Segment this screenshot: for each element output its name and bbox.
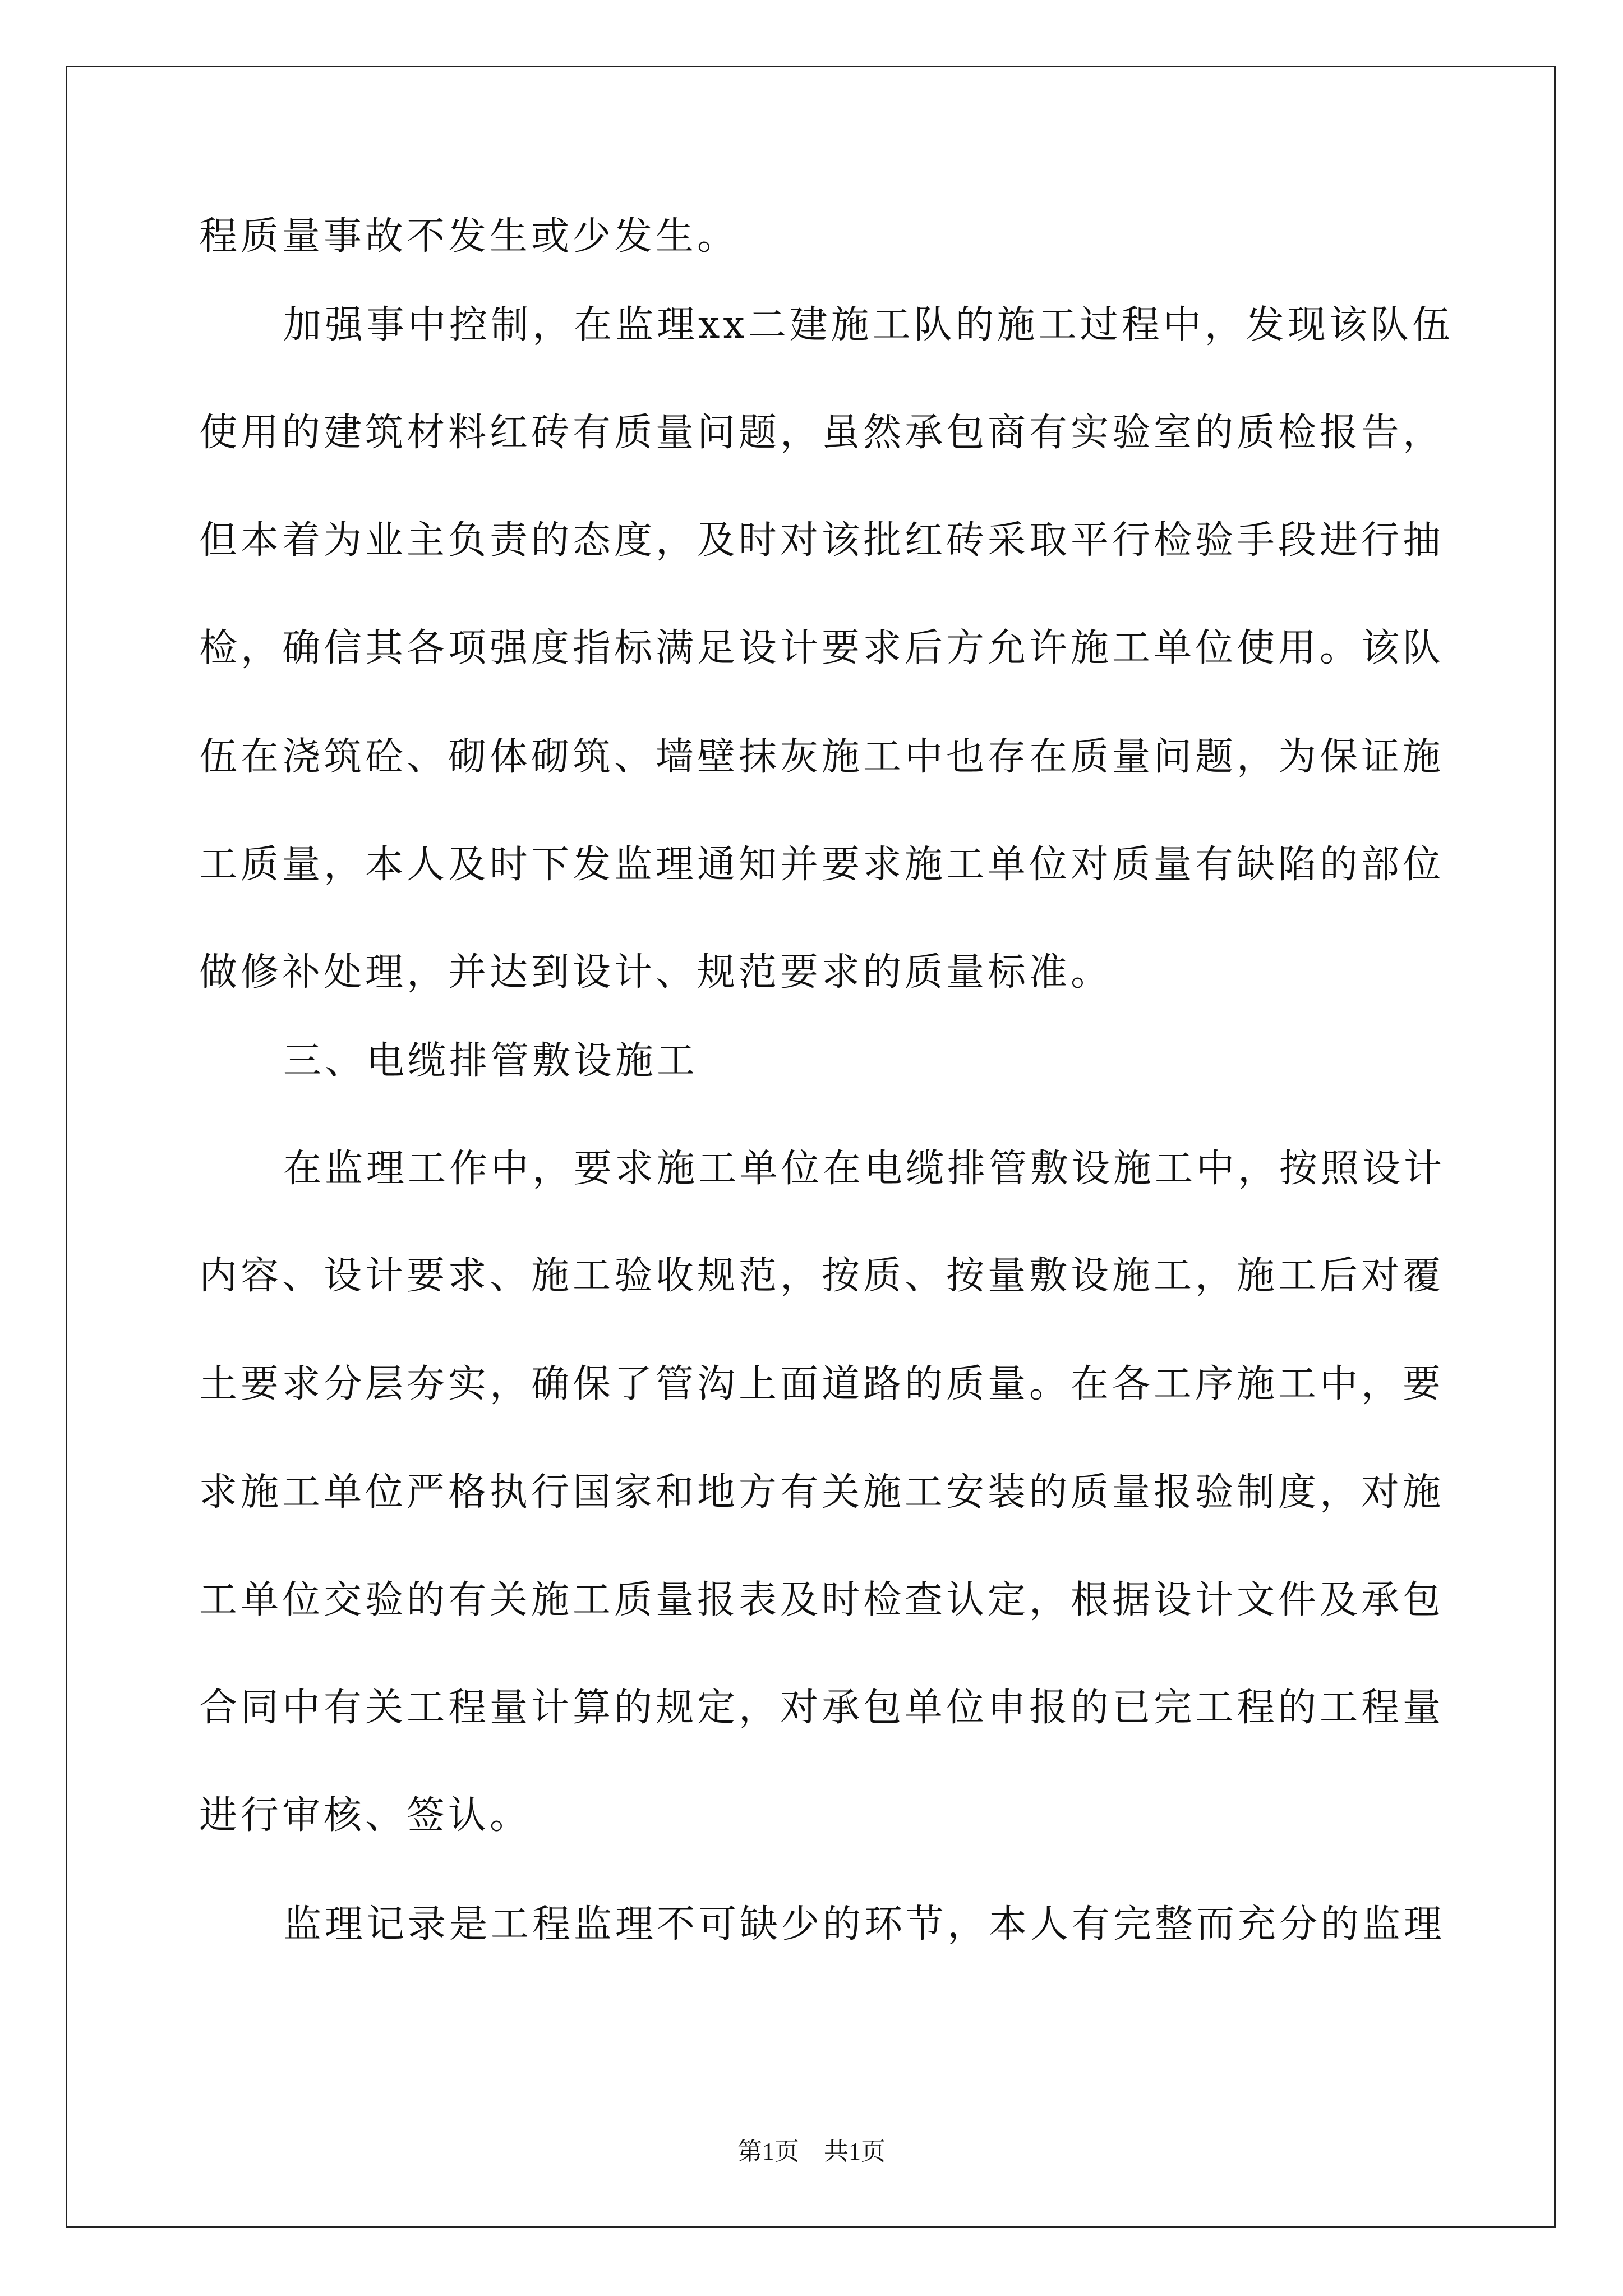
text-line: 内容、设计要求、施工验收规范，按质、按量敷设施工，施工后对覆	[199, 1254, 1445, 1298]
text-line: 做修补处理，并达到设计、规范要求的质量标准。	[199, 950, 1113, 995]
text-line: 使用的建筑材料红砖有质量问题，虽然承包商有实验室的质检报告，	[199, 411, 1445, 455]
text-line: 合同中有关工程量计算的规定，对承包单位申报的已完工程的工程量	[199, 1686, 1445, 1730]
text-line: 但本着为业主负责的态度，及时对该批红砖采取平行检验手段进行抽	[199, 518, 1445, 563]
page-footer: 第1页 共1页	[737, 2138, 886, 2165]
text-line: 进行审核、签认。	[199, 1793, 532, 1838]
section-heading: 三、电缆排管敷设施工	[283, 1039, 699, 1083]
text-line: 伍在浇筑砼、砌体砌筑、墙壁抹灰施工中也存在质量问题，为保证施	[199, 735, 1445, 779]
text-line: 在监理工作中，要求施工单位在电缆排管敷设施工中，按照设计	[283, 1147, 1446, 1191]
text-line: 求施工单位严格执行国家和地方有关施工安装的质量报验制度，对施	[199, 1470, 1445, 1515]
text-line: 程质量事故不发生或少发生。	[199, 214, 739, 259]
text-line: 工单位交验的有关施工质量报表及时检查认定，根据设计文件及承包	[199, 1578, 1445, 1622]
text-line: 监理记录是工程监理不可缺少的环节，本人有完整而充分的监理	[283, 1902, 1446, 1947]
text-line: 检，确信其各项强度指标满足设计要求后方允许施工单位使用。该队	[199, 626, 1445, 670]
text-line: 土要求分层夯实，确保了管沟上面道路的质量。在各工序施工中，要	[199, 1362, 1445, 1406]
text-line: 工质量，本人及时下发监理通知并要求施工单位对质量有缺陷的部位	[199, 843, 1445, 887]
text-line: 加强事中控制，在监理xx二建施工队的施工过程中，发现该队伍	[283, 303, 1454, 347]
